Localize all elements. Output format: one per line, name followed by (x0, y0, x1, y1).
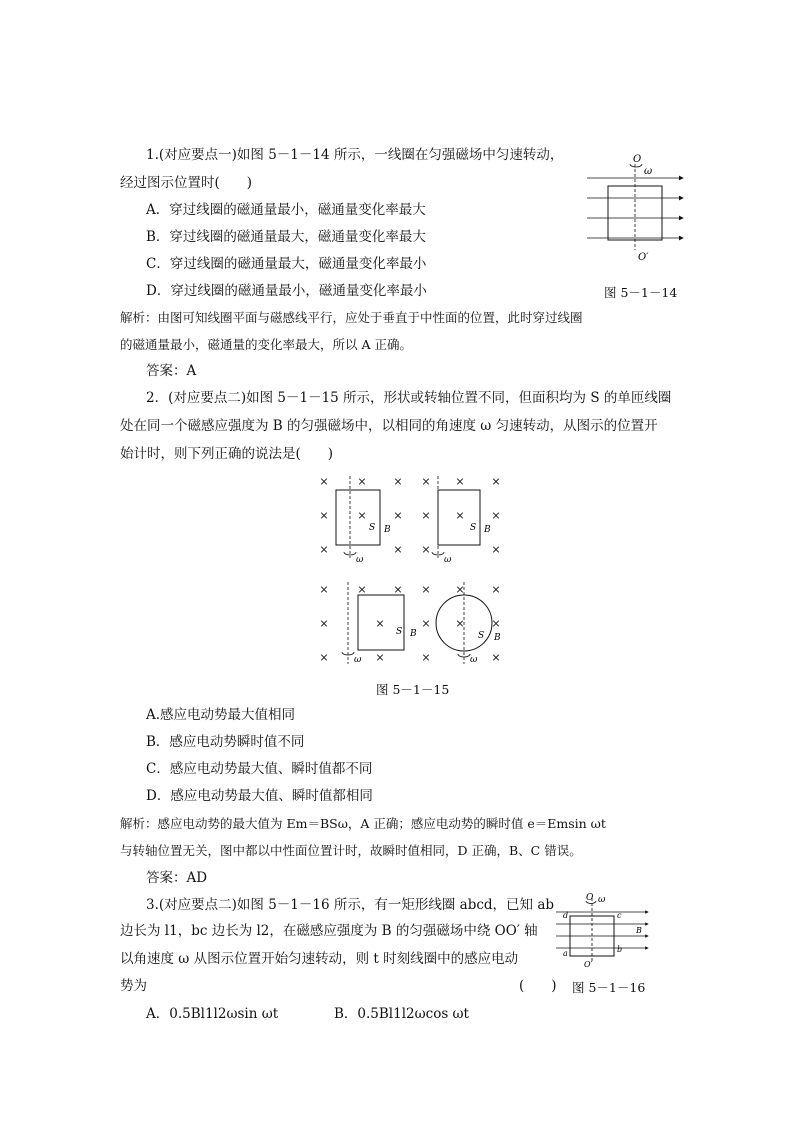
q2-cross: × (319, 617, 329, 630)
q2-cross: × (491, 543, 501, 556)
q2-cross: × (319, 543, 329, 556)
q3-axis-top-label: O (586, 893, 594, 903)
q2-s-label: S (478, 631, 485, 641)
q1-answer: 答案：A (146, 363, 197, 379)
q3-option-b: B．0.5Bl1l2ωcos ωt (334, 1006, 469, 1022)
q3-option-a: A．0.5Bl1l2ωsin ωt (146, 1006, 279, 1022)
q1-axis-bottom-label: O′ (638, 252, 649, 263)
q2-cross: × (319, 509, 329, 522)
q1-option-d: D．穿过线圈的磁通量最小，磁通量变化率最小 (146, 283, 427, 299)
q2-s-label: S (396, 627, 403, 637)
q3-corner-b: b (617, 945, 623, 954)
q2-option-b: B．感应电动势瞬时值不同 (146, 734, 305, 750)
q2-cross: × (357, 509, 367, 522)
q2-b-label: B (384, 525, 391, 535)
q2-stem-line2: 处在同一个磁感应强度为 B 的匀强磁场中，以相同的角速度 ω 匀速转动，从图示的位置开 (120, 418, 658, 434)
q2-figure-caption: 图 5－1－15 (376, 682, 450, 697)
q3-omega-label: ω (598, 895, 606, 905)
q2-cross: × (491, 509, 501, 522)
q1-figure (583, 150, 688, 265)
q2-cross: × (375, 617, 385, 630)
q2-s-label: S (470, 523, 477, 533)
q3-field-label: B (636, 926, 642, 935)
q2-analysis-line1: 解析：感应电动势的最大值为 Em＝BSω，A 正确；感应电动势的瞬时值 e＝Emsin ωt (120, 816, 606, 831)
q2-cross: × (455, 509, 465, 522)
q1-analysis-line2: 的磁通量最小，磁通量的变化率最大，所以 A 正确。 (120, 337, 412, 352)
q1-stem-line1: 1.(对应要点一)如图 5－1－14 所示，一线圈在匀强磁场中匀速转动， (146, 147, 564, 163)
q3-corner-a: a (563, 949, 568, 958)
q1-option-c: C．穿过线圈的磁通量最大，磁通量变化率最小 (146, 256, 427, 272)
q2-option-d: D．感应电动势最大值、瞬时值都相同 (146, 788, 373, 804)
q2-option-a: A.感应电动势最大值相同 (146, 707, 296, 723)
q2-cross: × (357, 583, 367, 596)
q1-stem-line2: 经过图示位置时( ) (120, 175, 253, 191)
q2-cross: × (491, 651, 501, 664)
q2-answer: 答案：AD (146, 870, 208, 886)
q2-cross: × (455, 617, 465, 630)
q2-cross: × (393, 475, 403, 488)
q2-omega-label: ω (354, 655, 362, 665)
q2-b-label: B (494, 633, 501, 643)
q3-answer-bracket: ( ) (519, 978, 557, 994)
q2-omega-label: ω (356, 555, 364, 565)
q1-option-a: A．穿过线圈的磁通量最小，磁通量变化率最大 (146, 202, 426, 218)
q2-cross: × (421, 475, 431, 488)
q2-cross: × (491, 617, 501, 630)
q2-omega-label: ω (470, 655, 478, 665)
q1-option-b: B．穿过线圈的磁通量最大，磁通量变化率最大 (146, 229, 426, 245)
q2-figure (312, 470, 512, 670)
q2-s-label: S (369, 523, 376, 533)
q2-cross: × (455, 583, 465, 596)
q2-cross: × (393, 543, 403, 556)
q2-b-label: B (484, 525, 491, 535)
q3-corner-c: c (617, 911, 622, 920)
q1-figure-caption: 图 5－1－14 (604, 285, 678, 300)
q2-cross: × (491, 583, 501, 596)
q3-stem-line3: 以角速度 ω 从图示位置开始匀速转动，则 t 时刻线圈中的感应电动 (120, 951, 519, 967)
q2-stem-line3: 始计时，则下列正确的说法是( ) (120, 446, 334, 462)
q3-corner-d: d (563, 911, 569, 920)
q3-stem-line1: 3.(对应要点二)如图 5－1－16 所示，有一矩形线圈 abcd，已知 ab (146, 897, 555, 913)
q3-axis-bottom-label: O′ (584, 960, 593, 968)
q2-cross: × (393, 583, 403, 596)
q2-cross: × (491, 475, 501, 488)
q2-cross: × (421, 617, 431, 630)
q2-cross: × (375, 651, 385, 664)
q1-analysis-line1: 解析：由图可知线圈平面与磁感线平行，应处于垂直于中性面的位置，此时穿过线圈 (120, 310, 583, 325)
q2-cross: × (319, 583, 329, 596)
q3-figure (552, 890, 652, 968)
q2-cross: × (393, 509, 403, 522)
q2-cross: × (421, 509, 431, 522)
q2-analysis-line2: 与转轴位置无关，图中都以中性面位置计时，故瞬时值相同，D 正确，B、C 错误。 (120, 843, 582, 858)
q2-stem-line1: 2．(对应要点二)如图 5－1－15 所示，形状或转轴位置不同，但面积均为 S 的单匝线圈 (146, 390, 672, 406)
q2-cross: × (421, 583, 431, 596)
q3-stem-line4: 势为 (120, 978, 147, 994)
q2-cross: × (319, 475, 329, 488)
q1-omega-label: ω (644, 166, 653, 177)
q2-option-c: C．感应电动势最大值、瞬时值都不同 (146, 761, 373, 777)
q2-cross: × (357, 475, 367, 488)
q3-figure-caption: 图 5－1－16 (572, 980, 646, 995)
q2-cross: × (421, 543, 431, 556)
q2-cross: × (319, 651, 329, 664)
q2-b-label: B (410, 629, 417, 639)
q1-axis-top-label: O (633, 154, 642, 165)
q3-stem-line2: 边长为 l1，bc 边长为 l2，在磁感应强度为 B 的匀强磁场中绕 OO′ 轴 (120, 923, 538, 939)
q2-cross: × (421, 651, 431, 664)
q2-omega-label: ω (444, 555, 452, 565)
q2-cross: × (455, 475, 465, 488)
